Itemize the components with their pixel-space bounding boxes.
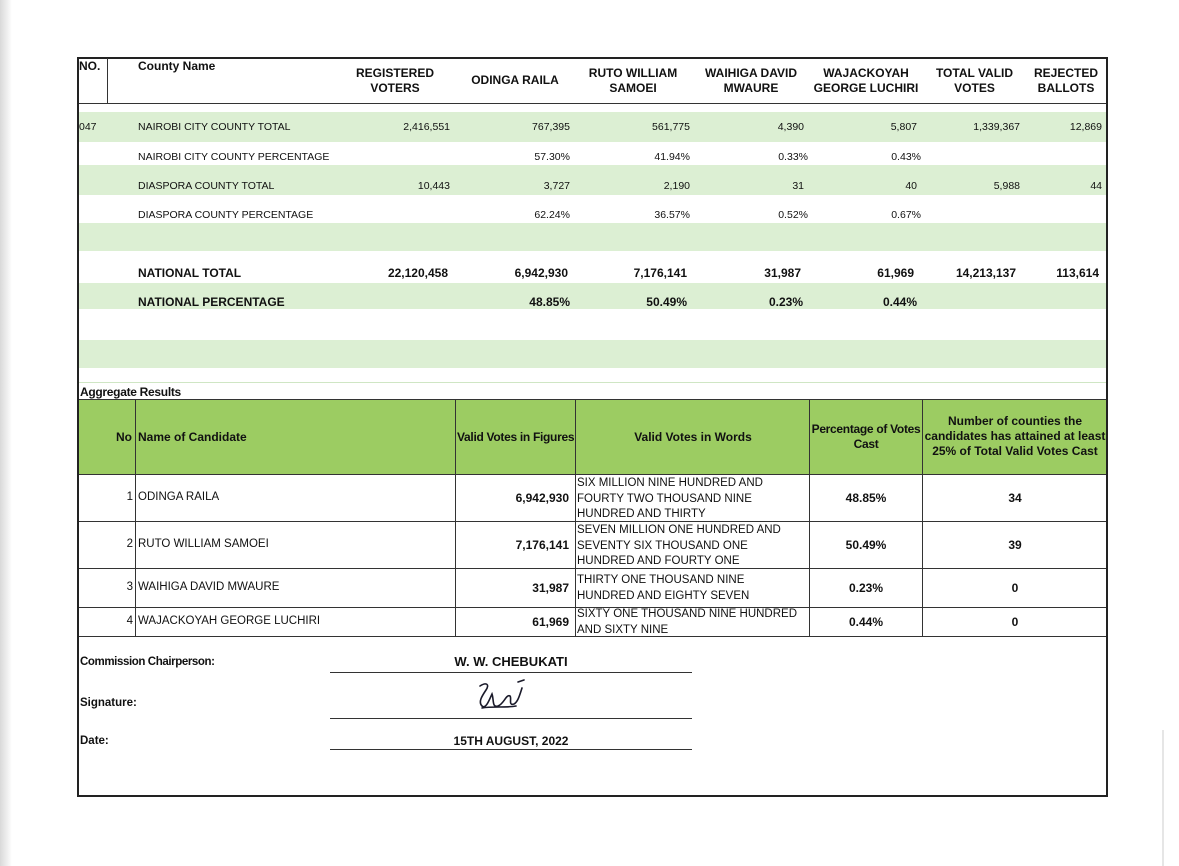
agg-col-figures-header: Valid Votes in Figures xyxy=(457,430,575,444)
row-name: NATIONAL TOTAL xyxy=(138,266,242,280)
col-total-valid-header: TOTAL VALID VOTES xyxy=(935,66,1014,95)
row-wajackoyah: 0.67% xyxy=(891,209,921,221)
row-odinga: 3,727 xyxy=(543,180,570,192)
row-name: NAIROBI CITY COUNTY TOTAL xyxy=(138,121,291,133)
row-wajackoyah: 40 xyxy=(905,180,917,192)
row-odinga: 6,942,930 xyxy=(514,266,568,280)
grid-rule xyxy=(79,474,1106,475)
agg-row-figures: 61,969 xyxy=(532,615,569,629)
agg-col-words-header: Valid Votes in Words xyxy=(634,430,752,444)
agg-row-percentage: 50.49% xyxy=(845,538,887,552)
page-edge-mark xyxy=(1162,730,1164,866)
agg-col-percentage-header: Percentage of Votes Cast xyxy=(811,422,921,451)
row-waihiga: 0.33% xyxy=(778,151,808,163)
row-wajackoyah: 0.44% xyxy=(882,295,917,309)
row-name: DIASPORA COUNTY PERCENTAGE xyxy=(138,209,314,221)
agg-col-name-header: Name of Candidate xyxy=(138,430,247,444)
agg-row-percentage: 0.23% xyxy=(848,581,884,595)
chairperson-name: W. W. CHEBUKATI xyxy=(454,654,568,669)
row-ruto: 7,176,141 xyxy=(633,266,687,280)
grid-col xyxy=(575,399,576,636)
agg-row-name: WAIHIGA DAVID MWAURE xyxy=(138,581,280,593)
row-waihiga: 31,987 xyxy=(764,266,801,280)
chairperson-label: Commission Chairperson: xyxy=(80,656,215,668)
agg-row-counties: 0 xyxy=(1011,615,1019,629)
agg-row-no: 3 xyxy=(126,581,133,593)
row-registered: 2,416,551 xyxy=(403,121,450,133)
row-name: DIASPORA COUNTY TOTAL xyxy=(138,180,275,192)
row-total-valid: 1,339,367 xyxy=(973,121,1020,133)
row-odinga: 57.30% xyxy=(534,151,570,163)
agg-row-name: RUTO WILLIAM SAMOEI xyxy=(138,538,269,550)
header-rule xyxy=(79,103,1106,104)
grid-col xyxy=(455,399,456,636)
date-line xyxy=(330,749,692,750)
agg-row-no: 1 xyxy=(126,491,133,503)
row-ruto: 2,190 xyxy=(663,180,690,192)
row-band xyxy=(79,340,1106,368)
agg-row-words: THIRTY ONE THOUSAND NINE HUNDRED AND EIGHTY SEVEN xyxy=(577,574,750,602)
row-total-valid: 5,988 xyxy=(993,180,1020,192)
agg-row-figures: 7,176,141 xyxy=(515,538,569,552)
row-registered: 10,443 xyxy=(417,180,450,192)
row-rejected: 12,869 xyxy=(1069,121,1102,133)
row-rule xyxy=(79,382,1106,383)
agg-row-counties: 34 xyxy=(1008,491,1022,505)
agg-row-name: WAJACKOYAH GEORGE LUCHIRI xyxy=(138,615,321,627)
row-name: NATIONAL PERCENTAGE xyxy=(138,295,285,309)
col-waihiga-header: WAIHIGA DAVID MWAURE xyxy=(705,66,797,95)
row-ruto: 36.57% xyxy=(654,209,690,221)
agg-col-counties-header: Number of counties the candidates has attained at least 25% of Total Valid Votes Cast xyxy=(924,414,1106,458)
signature-line xyxy=(330,718,692,719)
row-waihiga: 0.52% xyxy=(778,209,808,221)
row-waihiga: 0.23% xyxy=(768,295,803,309)
row-odinga: 767,395 xyxy=(532,121,570,133)
signature-image xyxy=(472,676,532,716)
agg-row-name: ODINGA RAILA xyxy=(138,491,220,503)
agg-col-no-header: No xyxy=(116,430,132,444)
agg-row-figures: 31,987 xyxy=(532,581,569,595)
agg-row-no: 2 xyxy=(126,538,133,550)
col-ruto-header: RUTO WILLIAM SAMOEI xyxy=(588,66,678,95)
agg-row-counties: 0 xyxy=(1011,581,1019,595)
signature-label: Signature: xyxy=(80,697,137,709)
row-odinga: 62.24% xyxy=(534,209,570,221)
agg-row-words: SEVEN MILLION ONE HUNDRED AND SEVENTY SIX THOUSAND ONE HUNDRED AND FOURTY ONE xyxy=(577,524,781,567)
row-odinga: 48.85% xyxy=(529,295,570,309)
row-wajackoyah: 61,969 xyxy=(877,266,914,280)
row-waihiga: 4,390 xyxy=(777,121,804,133)
aggregate-title: Aggregate Results xyxy=(80,385,181,399)
agg-row-words: SIXTY ONE THOUSAND NINE HUNDRED AND SIXTY NINE xyxy=(577,608,798,636)
grid-rule xyxy=(79,399,1106,400)
date-label: Date: xyxy=(80,735,109,747)
agg-row-percentage: 0.44% xyxy=(848,615,884,629)
agg-row-figures: 6,942,930 xyxy=(515,491,569,505)
col-wajackoyah-header: WAJACKOYAH GEORGE LUCHIRI xyxy=(813,66,919,95)
row-registered: 22,120,458 xyxy=(387,266,448,280)
agg-row-no: 4 xyxy=(126,615,133,627)
grid-col xyxy=(135,399,136,636)
row-wajackoyah: 0.43% xyxy=(891,151,921,163)
agg-row-percentage: 48.85% xyxy=(845,491,887,505)
col-county-header: County Name xyxy=(138,59,216,73)
col-registered-header: REGISTERED VOTERS xyxy=(355,66,434,95)
agg-row-words: SIX MILLION NINE HUNDRED AND FOURTY TWO THOUSAND NINE HUNDRED AND THIRTY xyxy=(577,477,763,520)
col-no-header: NO. xyxy=(79,59,101,73)
agg-row-counties: 39 xyxy=(1008,538,1022,552)
row-ruto: 50.49% xyxy=(646,295,687,309)
row-ruto: 561,775 xyxy=(652,121,690,133)
row-rejected: 113,614 xyxy=(1056,266,1099,280)
col-rejected-header: REJECTED BALLOTS xyxy=(1033,66,1098,95)
row-ruto: 41.94% xyxy=(654,151,690,163)
row-name: NAIROBI CITY COUNTY PERCENTAGE xyxy=(138,151,330,163)
row-band xyxy=(79,223,1106,251)
row-total-valid: 14,213,137 xyxy=(955,266,1016,280)
row-rejected: 44 xyxy=(1090,180,1102,192)
header-divider xyxy=(107,58,108,103)
row-waihiga: 31 xyxy=(792,180,804,192)
col-odinga-header: ODINGA RAILA xyxy=(471,73,559,87)
row-no: 047 xyxy=(79,121,97,133)
chairperson-line xyxy=(330,672,692,673)
row-wajackoyah: 5,807 xyxy=(890,121,917,133)
page-edge-shadow xyxy=(0,0,12,866)
date-value: 15TH AUGUST, 2022 xyxy=(453,734,569,748)
